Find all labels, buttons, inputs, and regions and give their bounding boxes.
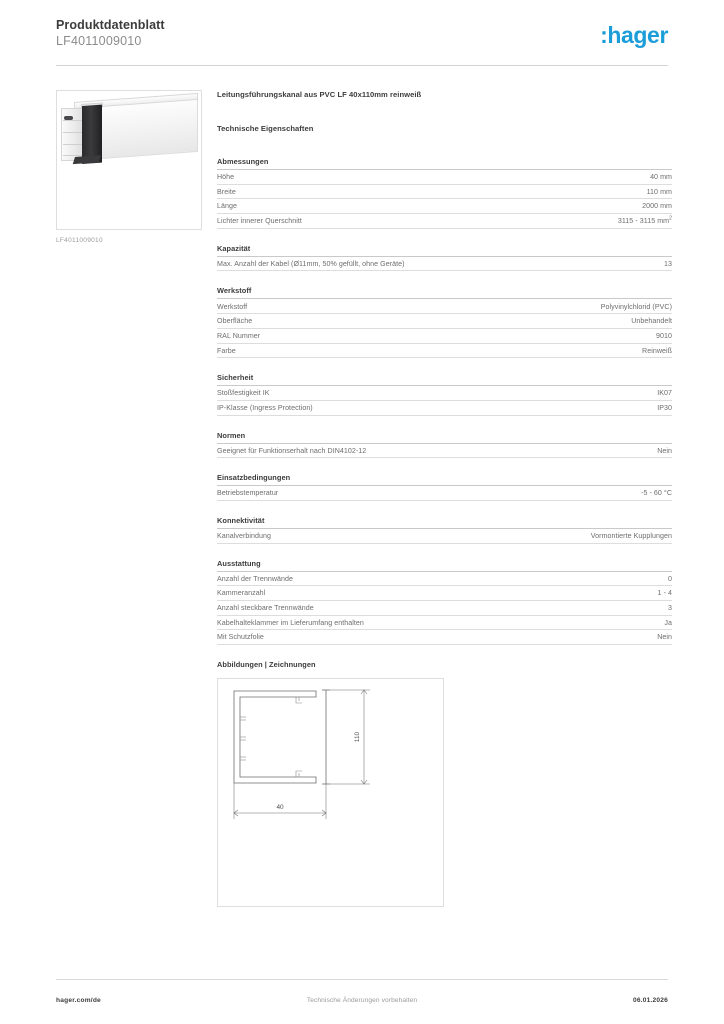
spec-value	[642, 347, 672, 355]
spec-value	[664, 619, 672, 627]
spec-value	[668, 575, 672, 583]
spec-label: IP-Klasse (Ingress Protection)	[217, 403, 313, 412]
footer-date: 06.01.2026	[632, 997, 668, 1004]
spec-value	[631, 317, 672, 325]
spec-value	[591, 532, 672, 540]
dimension-width-label: 40	[276, 804, 284, 812]
spec-value-text: 9010	[656, 331, 672, 340]
spec-value	[647, 188, 672, 196]
spec-group-title: Normen	[217, 431, 672, 444]
specifications-content	[217, 90, 672, 907]
header-divider	[56, 65, 668, 66]
footer-disclaimer: Technische Änderungen vorbehalten	[306, 997, 418, 1004]
spec-value-text: 40 mm	[650, 173, 672, 182]
spec-value	[618, 217, 672, 225]
spec-value-text: -5 - 60 °C	[641, 489, 672, 498]
spec-value	[664, 260, 672, 268]
spec-value-text: 2000 mm	[642, 202, 672, 211]
spec-label: Kanalverbindung	[217, 532, 271, 541]
spec-row	[217, 344, 672, 359]
spec-value-text: Nein	[657, 446, 672, 455]
spec-row	[217, 630, 672, 645]
spec-label: Werkstoff	[217, 302, 248, 311]
spec-group-title: Konnektivität	[217, 516, 672, 529]
drawings-block	[217, 660, 672, 907]
pvc-trunking-illustration	[61, 99, 199, 177]
technical-drawing-frame	[217, 678, 444, 907]
product-image-panel	[56, 90, 204, 244]
spec-value-text: Vormontierte Kupplungen	[590, 532, 672, 541]
spec-label: Anzahl steckbare Trennwände	[217, 604, 314, 613]
drawings-heading: Abbildungen | Zeichnungen	[217, 660, 316, 670]
spec-value-text: Polyvinylchlorid (PVC)	[600, 302, 672, 311]
dimension-height-label: 110	[354, 731, 361, 743]
spec-label: Betriebstemperatur	[217, 489, 279, 498]
spec-label: Geeignet für Funktionserhalt nach DIN4102-12	[217, 446, 367, 455]
spec-label: Max. Anzahl der Kabel (Ø11mm, 50% gefüllt, ohne Geräte)	[217, 259, 405, 268]
spec-row	[217, 401, 672, 416]
spec-row	[217, 486, 672, 501]
spec-label: Kammeranzahl	[217, 589, 266, 598]
page-title: Produktdatenblatt	[56, 18, 165, 32]
page-header	[56, 18, 668, 66]
spec-value-text: 0	[668, 574, 672, 583]
page-footer	[56, 997, 668, 1009]
trunking-chamber-slot	[63, 132, 82, 133]
spec-value	[668, 604, 672, 612]
spec-value	[650, 173, 672, 181]
footer-divider	[56, 979, 668, 980]
spec-value-text: 3115 - 3115 mm	[617, 217, 670, 226]
spec-label: Mit Schutzfolie	[217, 633, 264, 642]
logo-colon-mark: :	[600, 22, 608, 48]
spec-label: Lichter innerer Querschnitt	[217, 217, 302, 226]
spec-row	[217, 586, 672, 601]
spec-value	[656, 332, 672, 340]
spec-value	[657, 447, 672, 455]
footer-website[interactable]: hager.com/de	[56, 997, 101, 1004]
product-reference: LF4011009010	[56, 34, 142, 48]
product-photo	[56, 90, 202, 230]
spec-group-title: Werkstoff	[217, 286, 672, 299]
spec-group-title: Ausstattung	[217, 559, 672, 572]
spec-group-title: Einsatzbedingungen	[217, 473, 672, 486]
trunking-end-face	[61, 108, 83, 161]
spec-row	[217, 214, 672, 229]
spec-group-title: Kapazität	[217, 244, 672, 257]
spec-value	[658, 589, 672, 597]
spec-group	[217, 516, 672, 544]
spec-label: Farbe	[217, 346, 236, 355]
spec-value-text: Unbehandelt	[631, 317, 672, 326]
spec-value-text: 3	[668, 604, 672, 613]
spec-group	[217, 559, 672, 645]
spec-value	[642, 202, 672, 210]
spec-row	[217, 299, 672, 314]
logo-wordmark: hager	[607, 22, 668, 48]
trunking-chamber-slot	[63, 144, 82, 145]
spec-value-text: IP30	[657, 403, 672, 412]
spec-value	[657, 389, 672, 397]
spec-label: RAL Nummer	[217, 331, 261, 340]
spec-row	[217, 529, 672, 544]
spec-row	[217, 572, 672, 587]
spec-value-text: 13	[664, 259, 672, 268]
spec-label: Oberfläche	[217, 317, 253, 326]
spec-row	[217, 616, 672, 631]
spec-label: Stoßfestigkeit IK	[217, 389, 270, 398]
spec-value-text: IK07	[657, 389, 672, 398]
technical-properties-heading: Technische Eigenschaften	[217, 124, 314, 133]
spec-groups-container	[217, 157, 672, 645]
product-image-caption: LF4011009010	[56, 237, 103, 244]
spec-label: Höhe	[217, 173, 235, 182]
cross-section-drawing	[218, 679, 443, 906]
spec-label: Kabelhalteklammer im Lieferumfang enthalten	[217, 618, 364, 627]
spec-value-text: 1 - 4	[657, 589, 672, 598]
spec-label: Anzahl der Trennwände	[217, 574, 293, 583]
spec-value	[657, 404, 672, 412]
spec-row	[217, 257, 672, 272]
spec-row	[217, 185, 672, 200]
spec-row	[217, 314, 672, 329]
spec-row	[217, 386, 672, 401]
hager-logo	[600, 22, 668, 48]
trunking-clip-nub	[64, 116, 73, 120]
spec-group	[217, 286, 672, 358]
spec-value	[641, 489, 672, 497]
trunking-chamber-slot	[63, 120, 82, 121]
spec-row	[217, 199, 672, 214]
spec-group-title: Abmessungen	[217, 157, 672, 170]
spec-group-title: Sicherheit	[217, 373, 672, 386]
product-headline: Leitungsführungskanal aus PVC LF 40x110mm reinweiß	[217, 90, 422, 99]
spec-group	[217, 157, 672, 229]
spec-value-text: Reinweiß	[642, 346, 672, 355]
spec-row	[217, 329, 672, 344]
spec-row	[217, 444, 672, 459]
spec-label: Länge	[217, 202, 237, 211]
spec-row	[217, 601, 672, 616]
spec-value-text: Ja	[664, 618, 672, 627]
spec-value-text: Nein	[657, 633, 672, 642]
spec-value-text: 110 mm	[646, 187, 672, 196]
spec-row	[217, 170, 672, 185]
spec-label: Breite	[217, 187, 236, 196]
spec-group	[217, 473, 672, 501]
spec-group	[217, 431, 672, 459]
spec-group	[217, 373, 672, 415]
spec-value	[601, 303, 672, 311]
spec-group	[217, 244, 672, 272]
spec-value	[657, 633, 672, 641]
spec-value-superscript: 2	[669, 215, 672, 222]
